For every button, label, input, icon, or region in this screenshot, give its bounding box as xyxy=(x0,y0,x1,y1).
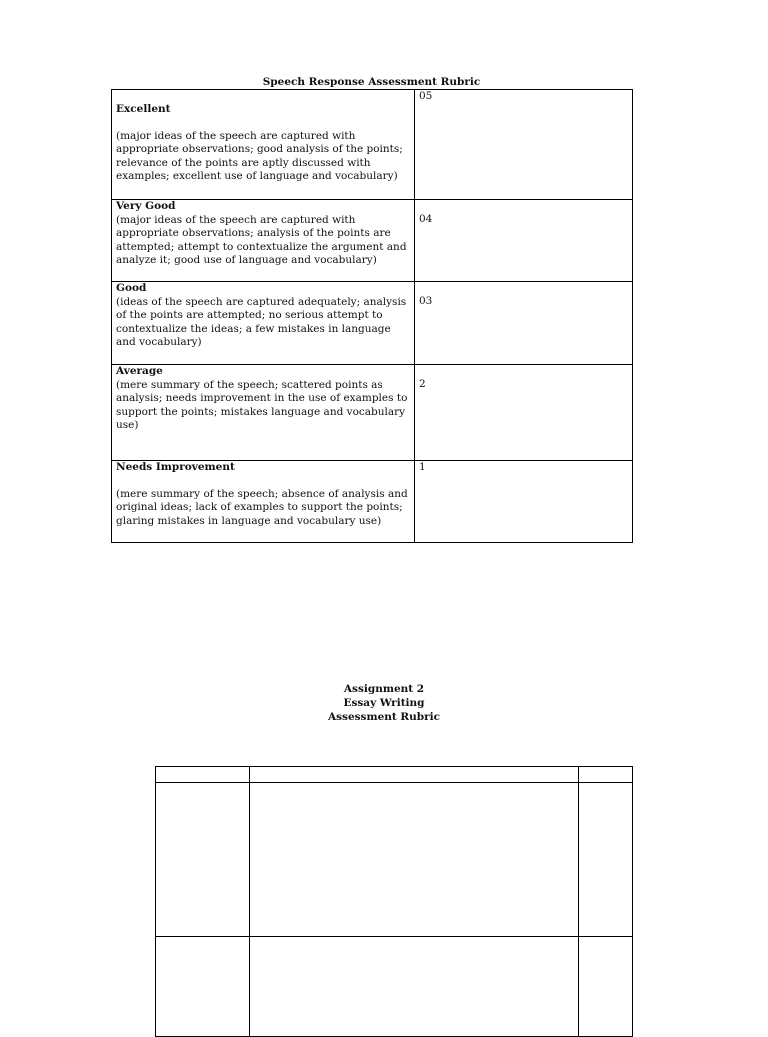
rubric-criteria-cell xyxy=(112,365,415,461)
rubric-level: Good xyxy=(116,282,147,294)
rubric-score: 1 xyxy=(419,461,426,473)
rubric-criteria-cell xyxy=(112,90,415,200)
speech-rubric-table xyxy=(111,89,633,543)
rubric-description: (mere summary of the speech; scattered points as analysis; needs improvement in the use of examples to support the points; mistakes language and vocabulary use) xyxy=(116,378,408,432)
essay-header-cell xyxy=(250,767,579,783)
rubric-level: Very Good xyxy=(116,200,176,212)
rubric-level: Average xyxy=(116,365,163,377)
rubric-score-cell xyxy=(415,200,633,282)
rubric-description: (mere summary of the speech; absence of analysis and original ideas; lack of examples to support the points; glaring mistakes in language and vocabulary use) xyxy=(116,487,408,527)
essay-header-cell xyxy=(579,767,633,783)
rubric-criteria-cell xyxy=(112,282,415,365)
rubric-score: 03 xyxy=(419,295,433,307)
assignment2-heading xyxy=(111,683,657,725)
essay-header-row xyxy=(156,767,633,783)
essay-cell xyxy=(156,937,250,1037)
rubric-score-cell xyxy=(415,90,633,200)
rubric-level: Excellent xyxy=(116,103,171,115)
rubric-row-excellent xyxy=(112,90,633,200)
rubric-level: Needs Improvement xyxy=(116,461,235,473)
rubric-score: 2 xyxy=(419,378,426,390)
assignment-number: Assignment 2 xyxy=(343,683,425,695)
rubric-criteria-cell xyxy=(112,200,415,282)
essay-cell xyxy=(579,783,633,937)
assignment-topic: Essay Writing xyxy=(343,697,425,709)
rubric-criteria-cell xyxy=(112,461,415,543)
rubric-score: 04 xyxy=(419,213,433,225)
assignment-rubric-title: Assessment Rubric xyxy=(327,711,441,723)
rubric-row-good xyxy=(112,282,633,365)
speech-rubric-title: Speech Response Assessment Rubric xyxy=(262,76,481,88)
rubric-row-average xyxy=(112,365,633,461)
rubric-score-cell xyxy=(415,365,633,461)
rubric-row-very-good xyxy=(112,200,633,282)
rubric-description: (ideas of the speech are captured adequately; analysis of the points are attempted; no serious attempt to contextualize the ideas; a few mistakes in language and vocabulary) xyxy=(116,295,407,349)
essay-row xyxy=(156,783,633,937)
essay-header-cell xyxy=(156,767,250,783)
essay-rubric-table xyxy=(155,766,633,1037)
essay-cell xyxy=(250,783,579,937)
essay-cell xyxy=(156,783,250,937)
rubric-score-cell xyxy=(415,461,633,543)
rubric-row-needs-improvement xyxy=(112,461,633,543)
essay-row xyxy=(156,937,633,1037)
rubric-score: 05 xyxy=(419,90,433,102)
rubric-description: (major ideas of the speech are captured with appropriate observations; analysis of the points are attempted; attempt to contextualize the argument and analyze it; good use of language and vocabulary) xyxy=(116,213,407,267)
essay-cell xyxy=(250,937,579,1037)
essay-cell xyxy=(579,937,633,1037)
rubric-description: (major ideas of the speech are captured with appropriate observations; good analysis of the points; relevance of the points are aptly discussed with examples; excellent use of language and vocabulary) xyxy=(116,129,403,183)
rubric-score-cell xyxy=(415,282,633,365)
